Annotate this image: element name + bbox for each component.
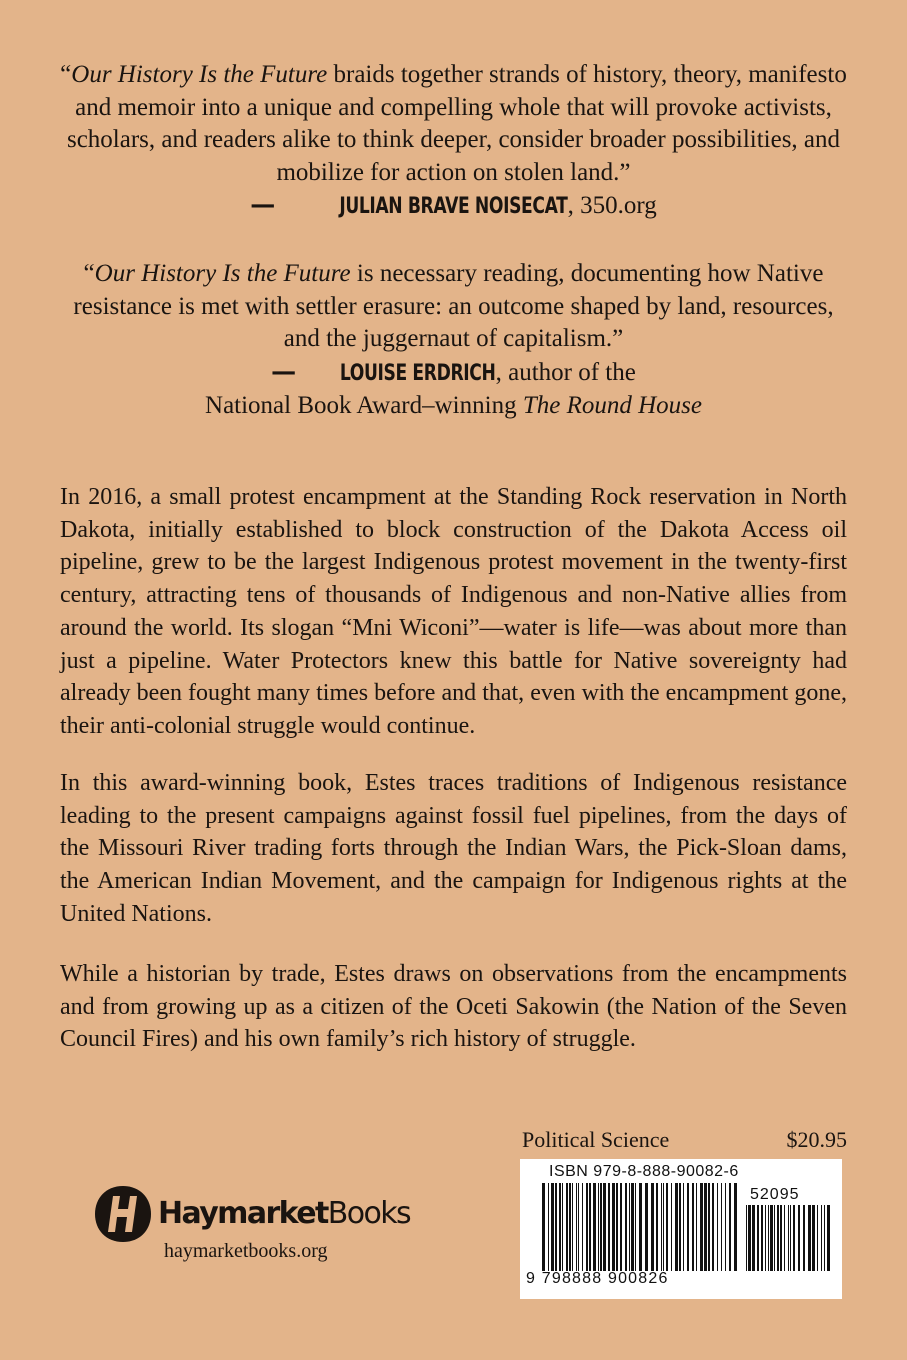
barcode-bar <box>777 1205 779 1271</box>
barcode-bar <box>593 1183 596 1271</box>
book-title: Our History Is the Future <box>94 260 351 287</box>
barcode-bar <box>746 1205 747 1271</box>
barcode-bar <box>559 1183 561 1271</box>
barcode-bar <box>598 1183 599 1271</box>
barcode-bar <box>683 1183 684 1271</box>
barcode-bar <box>616 1183 618 1271</box>
quote-attribution: — LOUISE ERDRICH, author of the <box>60 356 847 391</box>
quote-affiliation: , 350.org <box>567 192 657 219</box>
barcode-bar <box>812 1205 815 1271</box>
barcode-bar <box>729 1183 731 1271</box>
barcode-bar <box>821 1205 822 1271</box>
barcode-bar <box>788 1205 789 1271</box>
barcode-bar <box>631 1183 634 1271</box>
barcode-bars-main <box>542 1183 738 1271</box>
barcode-bar <box>696 1183 697 1271</box>
award-book-title: The Round House <box>522 392 702 419</box>
barcode-bar <box>551 1183 554 1271</box>
barcode-bar <box>721 1183 722 1271</box>
barcode-bar <box>817 1205 818 1271</box>
barcode-bar <box>572 1183 573 1271</box>
barcode-bar <box>671 1183 672 1271</box>
book-category: Political Science <box>522 1127 670 1152</box>
haymarket-h-logo-icon <box>92 1184 154 1244</box>
barcode-bar <box>576 1183 577 1271</box>
quote-attribution: — JULIAN BRAVE NOISECAT, 350.org <box>60 189 847 224</box>
barcode-bar <box>798 1205 800 1271</box>
barcode-bar <box>700 1183 703 1271</box>
barcode-bar <box>765 1205 766 1271</box>
isbn-barcode <box>520 1159 842 1299</box>
barcode-bar <box>555 1183 557 1271</box>
barcode-bar <box>770 1205 773 1271</box>
quote-erdrich <box>60 258 847 423</box>
barcode-bar <box>629 1183 630 1271</box>
quote-noisecat <box>60 59 847 224</box>
barcode-bar <box>639 1183 642 1271</box>
barcode-bar <box>793 1205 795 1271</box>
barcode-bar <box>542 1183 545 1271</box>
barcode-bar <box>589 1183 591 1271</box>
description-paragraph-1: In 2016, a small protest encampment at the Standing Rock reservation in North Dakota, initially established to block construction of the Dakota Access oil pipeline, grew to be the largest Indigenous protest movement in the twenty-first century, attracting tens of thousands of Indigenous and non-Native allies from around the world. Its slogan “Mni Wiconi”—water is life—was about more than just a pipeline. Water Protectors knew this battle for Native sovereignty had already been fought many times before and that, even with the encampment gone, their anti-colonial struggle would continue. <box>60 484 847 739</box>
barcode-bar <box>717 1183 718 1271</box>
barcode-bar <box>661 1183 662 1271</box>
barcode-bar <box>780 1205 782 1271</box>
barcode-bar <box>692 1183 694 1271</box>
barcode-addon-code: 52095 <box>750 1186 800 1203</box>
barcode-bar <box>708 1183 710 1271</box>
barcode-bar <box>608 1183 610 1271</box>
barcode-bar <box>562 1183 563 1271</box>
quote-text: “Our History Is the Future braids together strands of history, theory, manifesto and memoir into a unique and compelling whole that will provoke activists, scholars, and readers alike to think deeper, consider broader possibilities, and mobilize for action on stolen land.” <box>60 61 847 186</box>
barcode-bar <box>757 1205 759 1271</box>
barcode-bar <box>612 1183 615 1271</box>
barcode-bar <box>827 1205 830 1271</box>
barcode-bar <box>578 1183 579 1271</box>
barcode-bar <box>675 1183 678 1271</box>
barcode-bar <box>784 1205 785 1271</box>
barcode-bar <box>603 1183 606 1271</box>
publisher-name: HaymarketBooks <box>158 1196 411 1231</box>
barcode-bar <box>824 1205 825 1271</box>
quote-author: LOUISE ERDRICH <box>340 360 496 386</box>
book-price: $20.95 <box>786 1127 847 1152</box>
barcode-bar <box>586 1183 588 1271</box>
barcode-bar <box>651 1183 654 1271</box>
barcode-bar <box>748 1205 751 1271</box>
barcode-bar <box>566 1183 568 1271</box>
barcode-bar <box>808 1205 811 1271</box>
publisher-url: haymarketbooks.org <box>164 1240 328 1262</box>
barcode-bar <box>704 1183 707 1271</box>
barcode-bar <box>663 1183 664 1271</box>
description-paragraph-2: In this award-winning book, Estes traces traditions of Indigenous resistance leading to the present campaigns against fossil fuel pipelines, from the days of the Missouri River trading forts through the Indian Wars, the Pick-Sloan dams, the American Indian Movement, and the campaign for Indigenous rights at the United Nations. <box>60 770 847 927</box>
book-title: Our History Is the Future <box>71 61 328 88</box>
barcode-bar <box>803 1205 805 1271</box>
quote-affiliation: , author of the <box>495 358 636 386</box>
barcode-bar <box>725 1183 726 1271</box>
barcode-bar <box>761 1205 763 1271</box>
barcode-bar <box>768 1205 769 1271</box>
publisher-logo <box>92 1184 432 1244</box>
barcode-bar <box>752 1205 755 1271</box>
barcode-bar <box>635 1183 636 1271</box>
barcode-bar <box>548 1183 549 1271</box>
barcode-bar <box>687 1183 689 1271</box>
quote-author: JULIAN BRAVE NOISECAT <box>339 194 568 219</box>
barcode-bar <box>582 1183 583 1271</box>
barcode-bar <box>645 1183 648 1271</box>
barcode-bar <box>569 1183 571 1271</box>
barcode-number: 9 798888 900826 <box>526 1270 669 1287</box>
description-paragraph-3: While a historian by trade, Estes draws on observations from the encampments and from growing up as a citizen of the Oceti Sakowin (the Nation of the Seven Council Fires) and his own family’s rich history of struggle. <box>60 961 847 1053</box>
barcode-bar <box>600 1183 602 1271</box>
barcode-bar <box>790 1205 791 1271</box>
barcode-bar <box>679 1183 681 1271</box>
barcode-bar <box>712 1183 714 1271</box>
barcode-bar <box>656 1183 658 1271</box>
quote-text: “Our History Is the Future is necessary reading, documenting how Native resistance is met with settler erasure: an outcome shaped by land, resources, and the juggernaut of capitalism.” <box>73 260 834 352</box>
isbn-label: ISBN 979-8-888-90082-6 <box>549 1163 739 1180</box>
barcode-bar <box>625 1183 627 1271</box>
barcode-bar <box>620 1183 622 1271</box>
barcode-bar <box>734 1183 737 1271</box>
barcode-bar <box>774 1205 775 1271</box>
barcode-bar <box>666 1183 668 1271</box>
barcode-bars-addon <box>746 1205 832 1271</box>
quote-affiliation-line2: National Book Award–winning The Round House <box>205 392 702 419</box>
